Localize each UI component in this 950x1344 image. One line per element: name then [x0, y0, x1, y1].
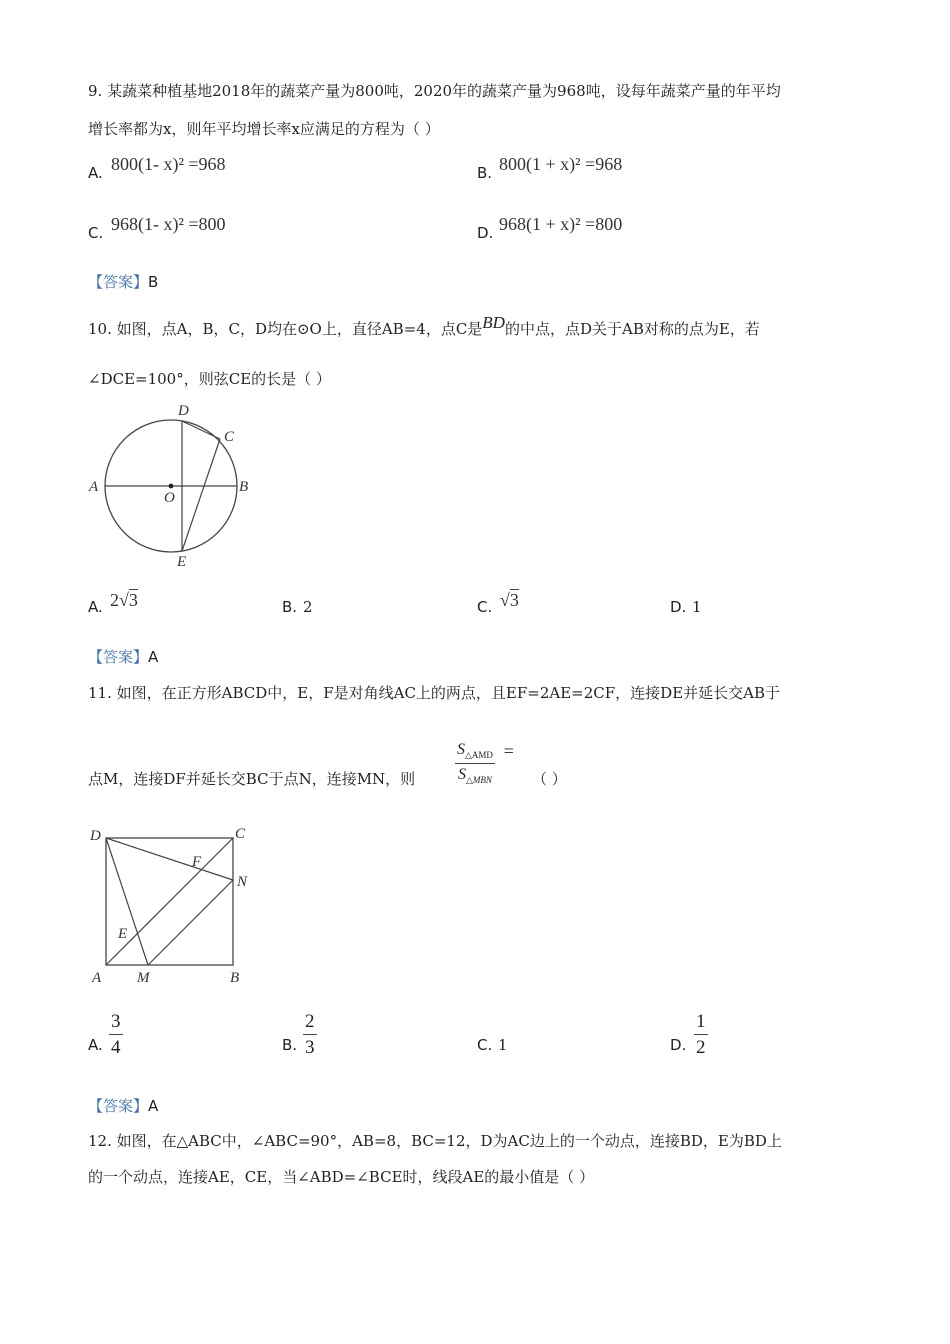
q11-option-d-value: [694, 1012, 708, 1057]
label-a: A: [92, 970, 102, 986]
fraction-denominator: 3: [305, 1037, 315, 1058]
q10-text-line1: [88, 313, 760, 339]
fraction-denominator: 2: [696, 1037, 706, 1058]
radicand: 3: [128, 590, 138, 610]
q9-option-d-expr: 968(1 + x)² =800: [499, 214, 623, 234]
q9-text-line1: 9. 某蔬菜种植基地2018年的蔬菜产量为800吨，2020年的蔬菜产量为968吨，设每年蔬菜产量的年平均: [88, 82, 781, 100]
fraction-denominator: [458, 764, 492, 785]
subscript-mbn: △MBN: [466, 775, 492, 786]
answer-value: A: [148, 1097, 159, 1115]
q11-text-line2: 点M，连接DF并延长交BC于点N，连接MN，则: [88, 770, 416, 788]
q10-option-c-value: [500, 590, 519, 611]
answer-tag: 【答案】: [88, 648, 149, 666]
q9-answer: [88, 271, 158, 292]
q10-option-b-value: 2: [303, 598, 313, 616]
label-f: F: [192, 854, 202, 870]
answer-value: B: [148, 273, 159, 291]
q11-text-line1: 11. 如图，在正方形ABCD中，E，F是对角线AC上的两点，且EF=2AE=2CF，连接DE并延长交AB于: [88, 684, 781, 702]
q11-option-a-label: A.: [88, 1036, 103, 1054]
q10-text-part1: 10. 如图，点A，B，C，D均在⊙O上，直径AB=4，点C是: [88, 320, 483, 338]
q9-option-b-label: B.: [477, 164, 493, 182]
q11-option-d-label: D.: [670, 1036, 687, 1054]
fraction-numerator: [455, 742, 495, 764]
diagonal-ac: [106, 838, 233, 965]
q9-option-d-label: D.: [477, 224, 494, 242]
center-point-o: [169, 484, 174, 489]
q12-text-line1: 12. 如图，在△ABC中，∠ABC=90°，AB=8，BC=12，D为AC边上的一个动点，连接BD，E为BD上: [88, 1132, 782, 1150]
label-e: E: [177, 554, 187, 570]
equals-sign: =: [503, 741, 514, 762]
q10-text-line2: ∠DCE=100°，则弦CE的长是（ ）: [88, 370, 331, 388]
answer-tag: 【答案】: [88, 1097, 149, 1115]
fraction-denominator: 4: [111, 1037, 121, 1058]
segment-dm: [106, 838, 148, 965]
fraction: [109, 1012, 123, 1057]
radical-sign: √: [119, 590, 129, 610]
radical-sign: √: [500, 590, 510, 610]
radical-coefficient: 2: [110, 590, 119, 610]
q10-answer: [88, 646, 158, 667]
area-symbol: S: [457, 741, 465, 758]
q10-option-d-label: D.: [670, 598, 687, 616]
q10-option-a-value: [110, 590, 138, 611]
q9-option-a-expr: 800(1- x)² =968: [111, 154, 226, 174]
q12-text-line2: 的一个动点，连接AE，CE，当∠ABD=∠BCE时，线段AE的最小值是（ ）: [88, 1168, 595, 1186]
label-d: D: [90, 828, 101, 844]
fraction-numerator: 2: [303, 1012, 317, 1035]
area-ratio-fraction: [455, 742, 495, 785]
label-d: D: [178, 403, 189, 419]
label-c: C: [224, 429, 235, 445]
q9-text-line2: 增长率都为x，则年平均增长率x应满足的方程为（ ）: [88, 120, 440, 138]
q10-text-part2: 的中点，点D关于AB对称的点为E，若: [504, 320, 760, 338]
chord-ce: [182, 439, 220, 551]
q10-option-d-value: 1: [692, 598, 702, 616]
q9-option-b-expr: 800(1 + x)² =968: [499, 154, 623, 174]
arc-bd: BD: [482, 313, 505, 332]
q11-option-c-value: 1: [498, 1036, 508, 1054]
q9-option-a-label: A.: [88, 164, 103, 182]
label-c: C: [235, 826, 246, 842]
q10-option-c-label: C.: [477, 598, 493, 616]
q9-option-c-expr: 968(1- x)² =800: [111, 214, 226, 234]
fraction-numerator: 1: [694, 1012, 708, 1035]
label-o: O: [164, 490, 175, 506]
q11-option-b-value: [303, 1012, 317, 1057]
area-symbol: S: [458, 766, 466, 784]
chord-dc: [182, 421, 220, 439]
radicand: 3: [509, 590, 519, 610]
q11-option-b-label: B.: [282, 1036, 298, 1054]
q11-area-ratio: [455, 742, 514, 785]
subscript-amd: △AMD: [465, 750, 493, 761]
q9-option-c-label: C.: [88, 224, 104, 242]
fraction-numerator: 3: [109, 1012, 123, 1035]
q11-square-figure: [85, 820, 265, 992]
label-a: A: [89, 479, 99, 495]
fraction: [303, 1012, 317, 1057]
q11-option-a-value: [109, 1012, 123, 1057]
label-e: E: [118, 926, 128, 942]
q11-option-c-label: C.: [477, 1036, 493, 1054]
label-n: N: [237, 874, 248, 890]
q10-circle-figure: [85, 398, 265, 573]
label-b: B: [239, 479, 249, 495]
segment-mn: [148, 880, 233, 965]
q11-answer: [88, 1095, 158, 1116]
fraction: [694, 1012, 708, 1057]
label-b: B: [230, 970, 240, 986]
q10-option-b-label: B.: [282, 598, 298, 616]
answer-value: A: [148, 648, 159, 666]
label-m: M: [137, 970, 150, 986]
answer-tag: 【答案】: [88, 273, 149, 291]
q10-option-a-label: A.: [88, 598, 103, 616]
segment-dn: [106, 838, 233, 880]
q11-paren: （ ）: [532, 770, 567, 788]
